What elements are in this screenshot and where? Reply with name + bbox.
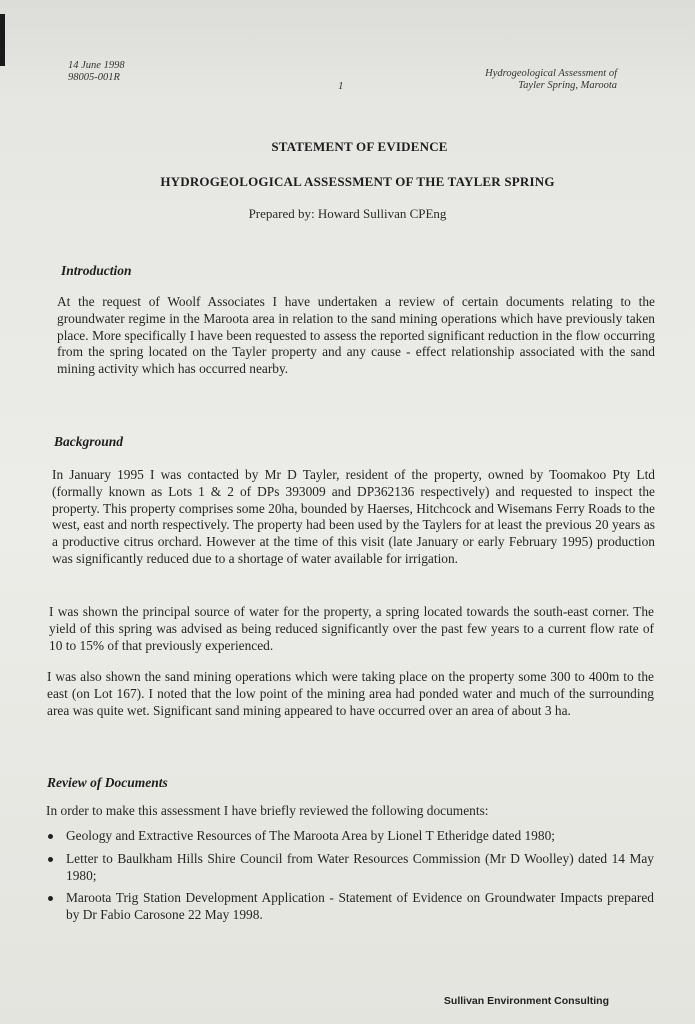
prepared-by: Prepared by: Howard Sullivan CPEng [248, 206, 447, 221]
header-date: 14 June 1998 [68, 60, 125, 71]
header-reference: 98005-001R [68, 72, 120, 83]
list-item: Maroota Trig Station Development Application - Statement of Evidence on Groundwater Impacts prepared by Dr Fabio Carosone 22 May 1998. [46, 890, 654, 924]
background-paragraph-2: I was shown the principal source of water for the property, a spring located towards the south-east corner. The yield of this spring was advised as being reduced significantly over the past few years to a current flow rate of 10 to 15% of that previously experienced. [49, 604, 654, 653]
header-doc-title-line2: Tayler Spring, Maroota [518, 80, 617, 91]
review-intro: In order to make this assessment I have briefly reviewed the following documents: [46, 803, 489, 818]
binding-edge [0, 14, 5, 66]
header-left [68, 60, 125, 84]
review-document-list [46, 828, 654, 930]
introduction-paragraph: At the request of Woolf Associates I have undertaken a review of certain documents relating to the groundwater regime in the Maroota area in relation to the sand mining operations which have previously taken place. More specifically I have been requested to assess the reported significant reduction in the flow occurring from the spring located on the Tayler property and any cause - effect relationship associated with the sand mining activity which has occurred nearby. [57, 294, 655, 377]
background-paragraph-1: In January 1995 I was contacted by Mr D Tayler, resident of the property, owned by Toomakoo Pty Ltd (formally known as Lots 1 & 2 of DPs 393009 and DP362136 respectively) and requested to inspect the property. This property comprises some 20ha, bounded by Haerses, Hitchcock and Wisemans Ferry Roads to the west, east and north respectively. The property had been used by the Taylers for at least the previous 20 years as a productive citrus orchard. However at the time of this visit (late January or early February 1995) production was significantly reduced due to a shortage of water available for irrigation. [52, 467, 655, 566]
footer-company: Sullivan Environment Consulting [443, 995, 609, 1007]
list-item: Geology and Extractive Resources of The Maroota Area by Lionel T Etheridge dated 1980; [46, 828, 654, 845]
page-number: 1 [338, 80, 344, 92]
header-right [485, 68, 617, 92]
assessment-title: HYDROGEOLOGICAL ASSESSMENT OF THE TAYLER SPRING [160, 174, 555, 189]
review-heading: Review of Documents [47, 775, 168, 790]
background-heading: Background [54, 434, 124, 449]
statement-title: STATEMENT OF EVIDENCE [271, 139, 448, 154]
background-paragraph-3: I was also shown the sand mining operations which were taking place on the property some 300 to 400m to the east (on Lot 167). I noted that the low point of the mining area had ponded water and much of the surrounding area was quite wet. Significant sand mining appeared to have occurred over an area of about 3 ha. [47, 669, 654, 718]
list-item: Letter to Baulkham Hills Shire Council from Water Resources Commission (Mr D Woolley) dated 14 May 1980; [46, 851, 654, 885]
header-doc-title-line1: Hydrogeological Assessment of [485, 68, 617, 79]
introduction-heading: Introduction [61, 263, 132, 278]
